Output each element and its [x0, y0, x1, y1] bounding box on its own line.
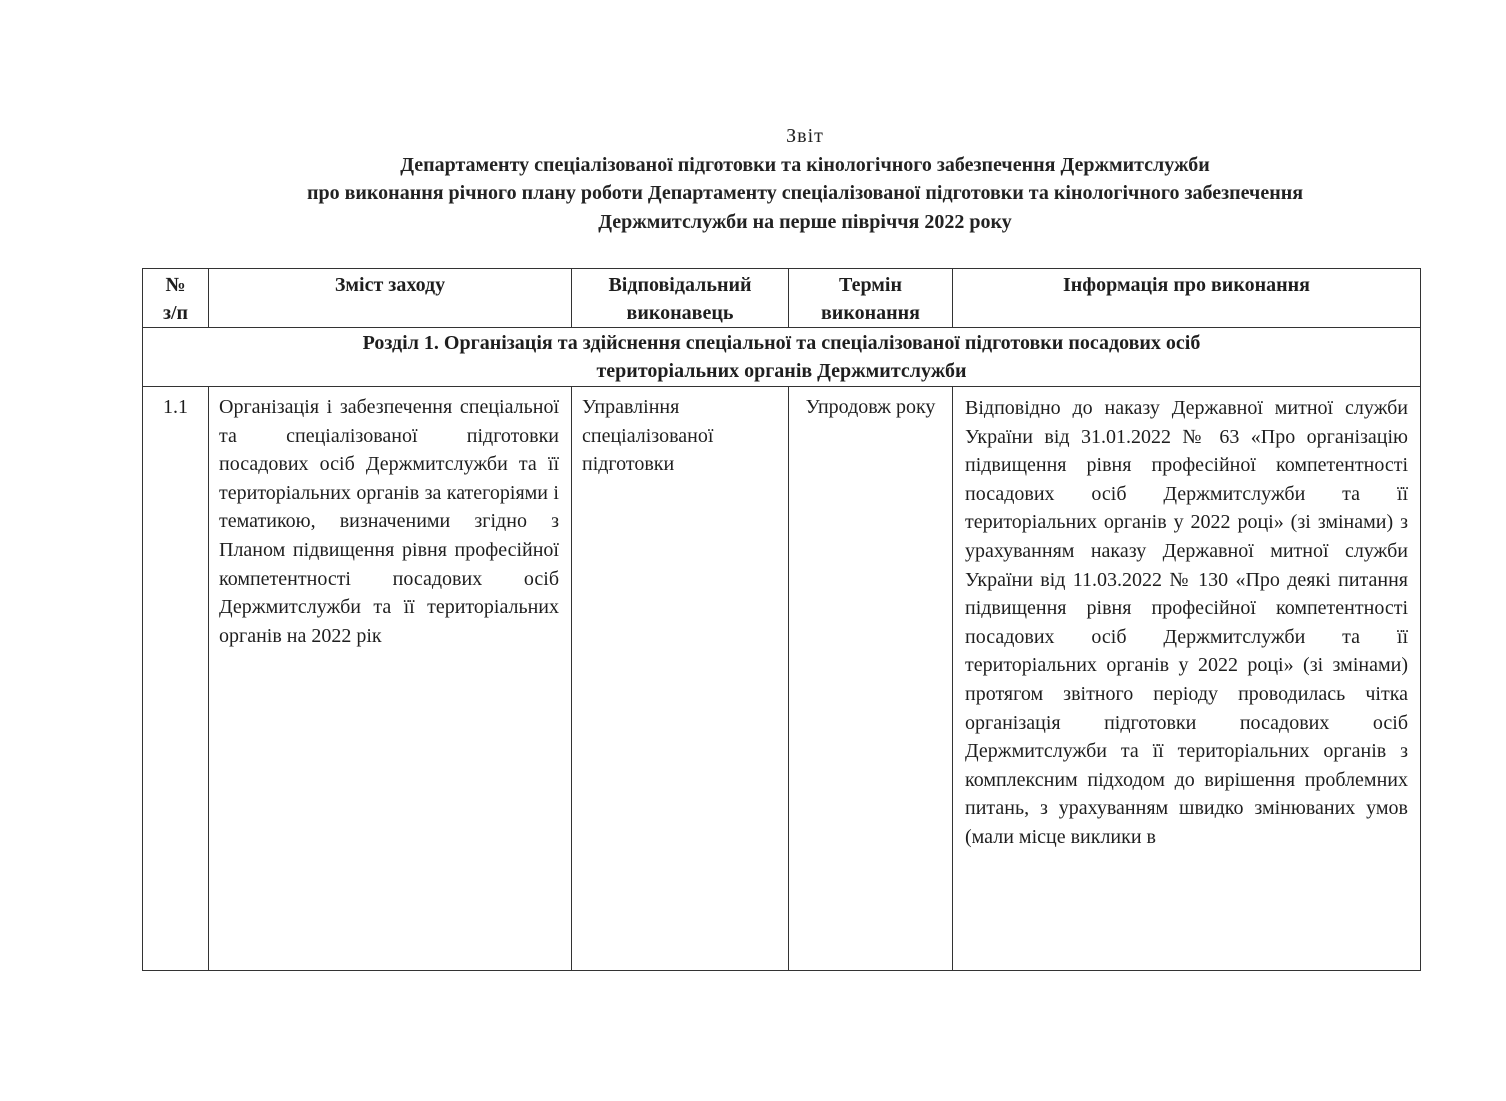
document-subtitle-line-4: Держмитслужби на перше півріччя 2022 року	[598, 210, 1012, 233]
header-executor	[572, 269, 789, 328]
header-number-line-2: з/п	[162, 302, 189, 324]
row-info: Відповідно до наказу Державної митної служби України від 31.01.2022 № 63 «Про організацію підвищення рівня професійної компетентності посадових осіб Держмитслужби та її територіальних органів у 2022 році» (зі змінами) з урахуванням наказу Державної митної служби України від 11.03.2022 № 130 «Про деякі питання підвищення рівня професійної компетентності посадових осіб Держмитслужби та її територіальних органів у 2022 році» (зі змінами) протягом звітного періоду проводилась чітка організація підготовки посадових осіб Держмитслужби та її територіальних органів з комплексним підходом до вирішення проблемних питань, з урахуванням швидко змінюваних умов (мали місце виклики в	[953, 387, 1421, 971]
row-number: 1.1	[143, 387, 209, 971]
header-info	[953, 269, 1421, 328]
header-content-label: Зміст заходу	[334, 274, 446, 296]
header-executor-line-2: виконавець	[626, 302, 734, 324]
document-subtitle-line-3: про виконання річного плану роботи Департаменту спеціалізованої підготовки та кінологічного забезпечення	[306, 182, 1304, 204]
report-table	[142, 268, 1421, 971]
header-number-line-1: №	[165, 274, 186, 296]
document-title: Звіт	[786, 125, 824, 147]
header-term-line-2: виконання	[821, 302, 920, 324]
table-row	[143, 387, 1421, 971]
section-heading-line-2: територіальних органів Держмитслужби	[596, 360, 967, 382]
row-content: Організація і забезпечення спеціальної та спеціалізованої підготовки посадових осіб Держмитслужби та її територіальних органів за категоріями і тематикою, визначеними згідно з Планом підвищення рівня професійної компетентності посадових осіб Держмитслужби та її територіальних органів на 2022 рік	[209, 387, 572, 971]
header-number	[143, 269, 209, 328]
row-executor: Управління спеціалізованої підготовки	[572, 387, 789, 971]
section-heading	[143, 328, 1421, 387]
row-term: Упродовж року	[789, 387, 953, 971]
header-term-line-1: Термін	[839, 274, 902, 296]
document-title-block	[100, 122, 1506, 236]
header-info-label: Інформація про виконання	[1063, 274, 1310, 296]
document-subtitle-line-2: Департаменту спеціалізованої підготовки та кінологічного забезпечення Держмитслужби	[400, 153, 1210, 176]
header-content	[209, 269, 572, 328]
section-row	[143, 328, 1421, 387]
header-executor-line-1: Відповідальний	[608, 274, 752, 296]
header-term	[789, 269, 953, 328]
section-heading-line-1: Розділ 1. Організація та здійснення спеціальної та спеціалізованої підготовки посадових осіб	[362, 332, 1201, 354]
table-header-row	[143, 269, 1421, 328]
